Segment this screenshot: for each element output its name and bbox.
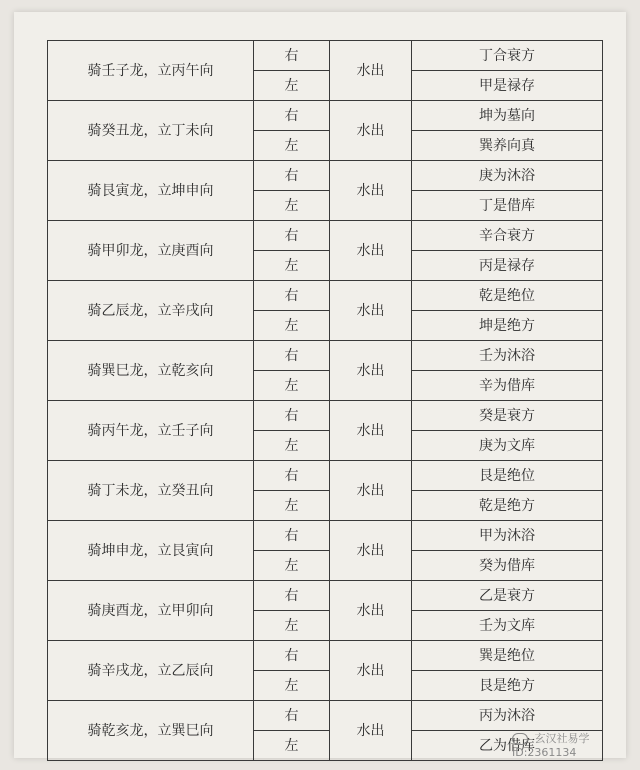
table-row [48, 281, 603, 311]
result-cell: 辛为借库 [412, 371, 603, 401]
side-left-cell: 左 [254, 491, 330, 521]
table-row [48, 341, 603, 371]
wechat-icon [512, 733, 528, 745]
result-cell: 壬为沐浴 [412, 341, 603, 371]
side-right-cell: 右 [254, 701, 330, 731]
result-cell: 乙是衰方 [412, 581, 603, 611]
table-body [48, 41, 603, 761]
result-cell: 艮是绝位 [412, 461, 603, 491]
result-cell: 甲是禄存 [412, 71, 603, 101]
dragon-cell: 骑乾亥龙，立巽巳向 [48, 701, 254, 761]
side-left-cell: 左 [254, 671, 330, 701]
water-cell: 水出 [330, 641, 412, 701]
side-right-cell: 右 [254, 221, 330, 251]
water-cell: 水出 [330, 461, 412, 521]
side-right-cell: 右 [254, 461, 330, 491]
side-left-cell: 左 [254, 371, 330, 401]
side-left-cell: 左 [254, 191, 330, 221]
result-cell: 乾是绝位 [412, 281, 603, 311]
table-row [48, 161, 603, 191]
result-cell: 巽养向真 [412, 131, 603, 161]
result-cell: 巽是绝位 [412, 641, 603, 671]
result-cell: 壬为文库 [412, 611, 603, 641]
dragon-cell: 骑丙午龙，立壬子向 [48, 401, 254, 461]
side-left-cell: 左 [254, 131, 330, 161]
table-row [48, 101, 603, 131]
result-cell: 癸为借库 [412, 551, 603, 581]
side-left-cell: 左 [254, 311, 330, 341]
table-row [48, 41, 603, 71]
result-cell: 丁是借库 [412, 191, 603, 221]
result-cell: 丁合衰方 [412, 41, 603, 71]
result-cell: 坤是绝方 [412, 311, 603, 341]
water-cell: 水出 [330, 101, 412, 161]
side-left-cell: 左 [254, 611, 330, 641]
table-row [48, 401, 603, 431]
side-right-cell: 右 [254, 41, 330, 71]
result-cell: 甲为沐浴 [412, 521, 603, 551]
side-right-cell: 右 [254, 581, 330, 611]
side-right-cell: 右 [254, 641, 330, 671]
side-right-cell: 右 [254, 281, 330, 311]
side-right-cell: 右 [254, 161, 330, 191]
table-row [48, 701, 603, 731]
dragon-cell: 骑乙辰龙，立辛戌向 [48, 281, 254, 341]
result-cell: 辛合衰方 [412, 221, 603, 251]
table-row [48, 641, 603, 671]
water-cell: 水出 [330, 521, 412, 581]
dragon-cell: 骑庚酉龙，立甲卯向 [48, 581, 254, 641]
side-left-cell: 左 [254, 71, 330, 101]
result-cell: 丙是禄存 [412, 251, 603, 281]
side-left-cell: 左 [254, 731, 330, 761]
watermark-text: 玄汉社易学 [534, 732, 590, 745]
dragon-direction-table [47, 40, 603, 761]
result-cell: 艮是绝方 [412, 671, 603, 701]
result-cell: 丙为沐浴 [412, 701, 603, 731]
result-cell: 庚为沐浴 [412, 161, 603, 191]
result-cell: 癸是衰方 [412, 401, 603, 431]
dragon-cell: 骑辛戌龙，立乙辰向 [48, 641, 254, 701]
dragon-cell: 骑艮寅龙，立坤申向 [48, 161, 254, 221]
side-right-cell: 右 [254, 341, 330, 371]
dragon-cell: 骑坤申龙，立艮寅向 [48, 521, 254, 581]
water-cell: 水出 [330, 221, 412, 281]
water-cell: 水出 [330, 341, 412, 401]
water-cell: 水出 [330, 281, 412, 341]
water-cell: 水出 [330, 701, 412, 761]
side-right-cell: 右 [254, 521, 330, 551]
result-cell: 坤为墓向 [412, 101, 603, 131]
table-row [48, 521, 603, 551]
water-cell: 水出 [330, 161, 412, 221]
table-row [48, 581, 603, 611]
side-right-cell: 右 [254, 401, 330, 431]
dragon-cell: 骑壬子龙，立丙午向 [48, 41, 254, 101]
side-left-cell: 左 [254, 431, 330, 461]
dragon-cell: 骑丁未龙，立癸丑向 [48, 461, 254, 521]
side-right-cell: 右 [254, 101, 330, 131]
water-cell: 水出 [330, 401, 412, 461]
watermark-id: ID:2361134 [512, 746, 577, 759]
side-left-cell: 左 [254, 551, 330, 581]
table-row [48, 461, 603, 491]
table-row [48, 221, 603, 251]
watermark [512, 730, 590, 759]
dragon-cell: 骑巽巳龙，立乾亥向 [48, 341, 254, 401]
water-cell: 水出 [330, 41, 412, 101]
result-cell: 庚为文库 [412, 431, 603, 461]
side-left-cell: 左 [254, 251, 330, 281]
dragon-cell: 骑甲卯龙，立庚酉向 [48, 221, 254, 281]
result-cell: 乾是绝方 [412, 491, 603, 521]
water-cell: 水出 [330, 581, 412, 641]
dragon-cell: 骑癸丑龙，立丁未向 [48, 101, 254, 161]
result-cell: 乙为借库 [412, 731, 603, 761]
